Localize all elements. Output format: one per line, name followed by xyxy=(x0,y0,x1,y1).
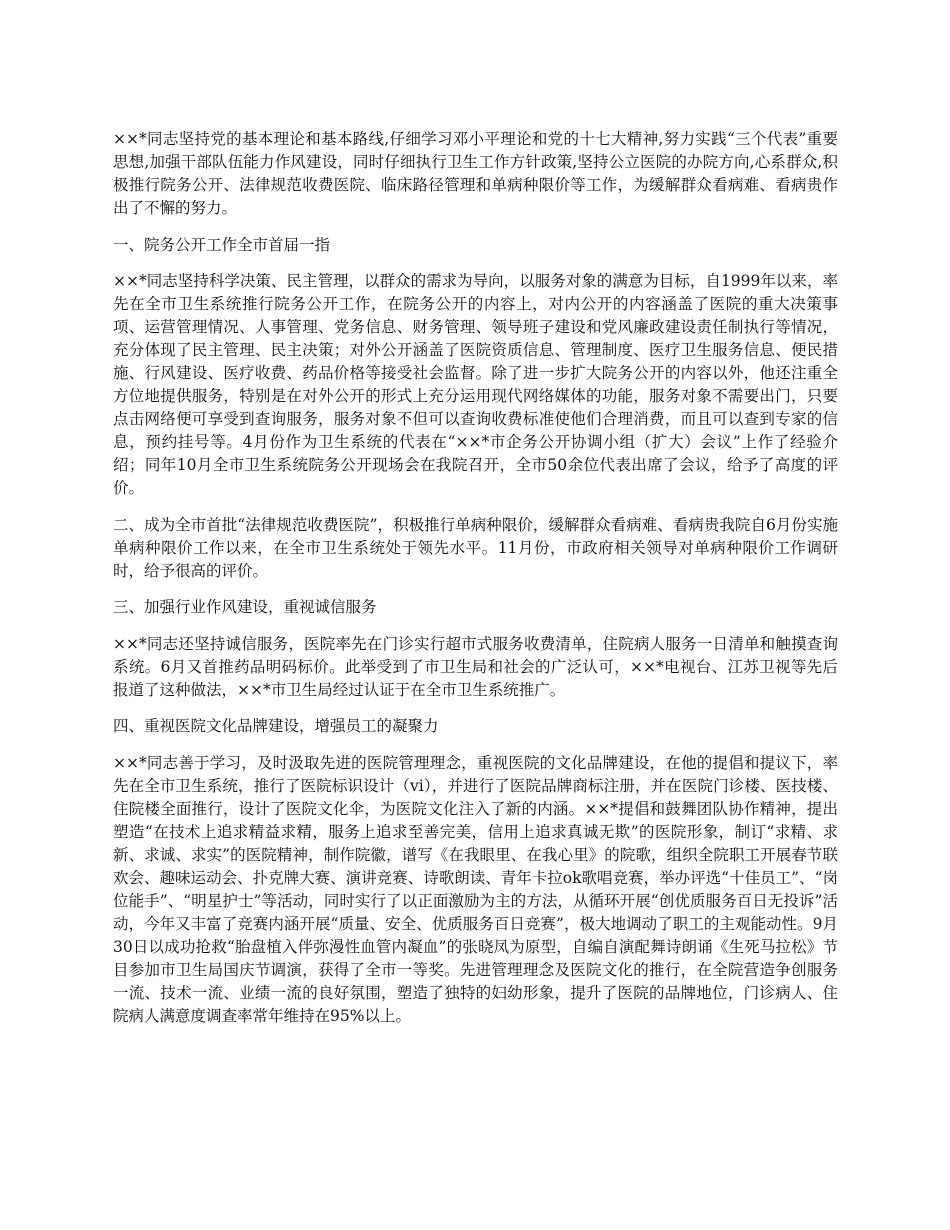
section-1-heading: 一、院务公开工作全市首届一指 xyxy=(113,235,331,254)
section-3-heading: 三、加强行业作风建设，重视诚信服务 xyxy=(113,598,377,616)
document-body xyxy=(113,128,838,1041)
section-4-paragraph: ××*同志善于学习，及时汲取先进的医院管理理念，重视医院的文化品牌建设，在他的提倡和提议下，率先在全市卫生系统，推行了医院标识设计（vi），并进行了医院品牌商标注册，并在医院门诊楼、医技楼、住院楼全面推行，设计了医院文化伞，为医院文化注入了新的内涵。××*提倡和鼓舞团队协作精神，提出塑造“在技术上追求精益求精，服务上追求至善完美，信用上追求真诚无欺”的医院形象，制订“求精、求新、求诚、求实”的医院精神，制作院徽，谱写《在我眼里、在我心里》的院歌，组织全院职工开展春节联欢会、趣味运动会、扑克牌大赛、演讲竞赛、诗歌朗读、青年卡拉ok歌唱竞赛，举办评选“十佳员工”、“岗位能手”、“明星护士”等活动，同时实行了以正面激励为主的方法，从循环开展“创优质服务百日无投诉”活动，今年又丰富了竞赛内涵开展“质量、安全、优质服务百日竞赛”，极大地调动了职工的主观能动性。9月30日以成功抢救“胎盘植入伴弥漫性血管内凝血”的张晓凤为原型，自编自演配舞诗朗诵《生死马拉松》节目参加市卫生局国庆节调演，获得了全市一等奖。先进管理理念及医院文化的推行，在全院营造争创服务一流、技术一流、业绩一流的良好氛围，塑造了独特的妇幼形象，提升了医院的品牌地位，门诊病人、住院病人满意度调查率常年维持在95%以上。 xyxy=(113,753,838,1025)
section-3-paragraph: ××*同志还坚持诚信服务，医院率先在门诊实行超市式服务收费清单，住院病人服务一日清单和触摸查询系统。6月又首推药品明码标价。此举受到了市卫生局和社会的广泛认可，××*电视台、江苏卫视等先后报道了这种做法，××*市卫生局经过认证于在全市卫生系统推广。 xyxy=(113,634,838,699)
intro-paragraph: ××*同志坚持党的基本理论和基本路线,仔细学习邓小平理论和党的十七大精神,努力实践“三个代表”重要思想,加强干部队伍能力作风建设，同时仔细执行卫生工作方针政策,坚持公立医院的办院方向,心系群众,积极推行院务公开、法律规范收费医院、临床路径管理和单病种限价等工作，为缓解群众看病难、看病贵作出了不懈的努力。 xyxy=(113,130,838,217)
section-2-paragraph: 二、成为全市首批“法律规范收费医院”，积极推行单病种限价，缓解群众看病难、看病贵我院自6月份实施单病种限价工作以来，在全市卫生系统处于领先水平。11月份，市政府相关领导对单病种限价工作调研时，给予很高的评价。 xyxy=(113,515,838,580)
section-4-heading: 四、重视医院文化品牌建设，增强员工的凝聚力 xyxy=(113,717,439,735)
section-1-paragraph: ××*同志坚持科学决策、民主管理，以群众的需求为导向，以服务对象的满意为目标，自1999年以来，率先在全市卫生系统推行院务公开工作，在院务公开的内容上，对内公开的内容涵盖了医院的重大决策事项、运营管理情况、人事管理、党务信息、财务管理、领导班子建设和党风廉政建设责任制执行等情况，充分体现了民主管理、民主决策；对外公开涵盖了医院资质信息、管理制度、医疗卫生服务信息、便民措施、行风建设、医疗收费、药品价格等接受社会监督。除了进一步扩大院务公开的内容以外，他还注重全方位地提供服务，特别是在对外公开的形式上充分运用现代网络媒体的功能，服务对象不需要出门，只要点击网络便可享受到查询服务，服务对象不但可以查询收费标准使他们合理消费，而且可以查到专家的信息，预约挂号等。4月份作为卫生系统的代表在“××*市企务公开协调小组（扩大）会议”上作了经验介绍；同年10月全市卫生系统院务公开现场会在我院召开，全市50余位代表出席了会议，给予了高度的评价。 xyxy=(113,272,838,497)
